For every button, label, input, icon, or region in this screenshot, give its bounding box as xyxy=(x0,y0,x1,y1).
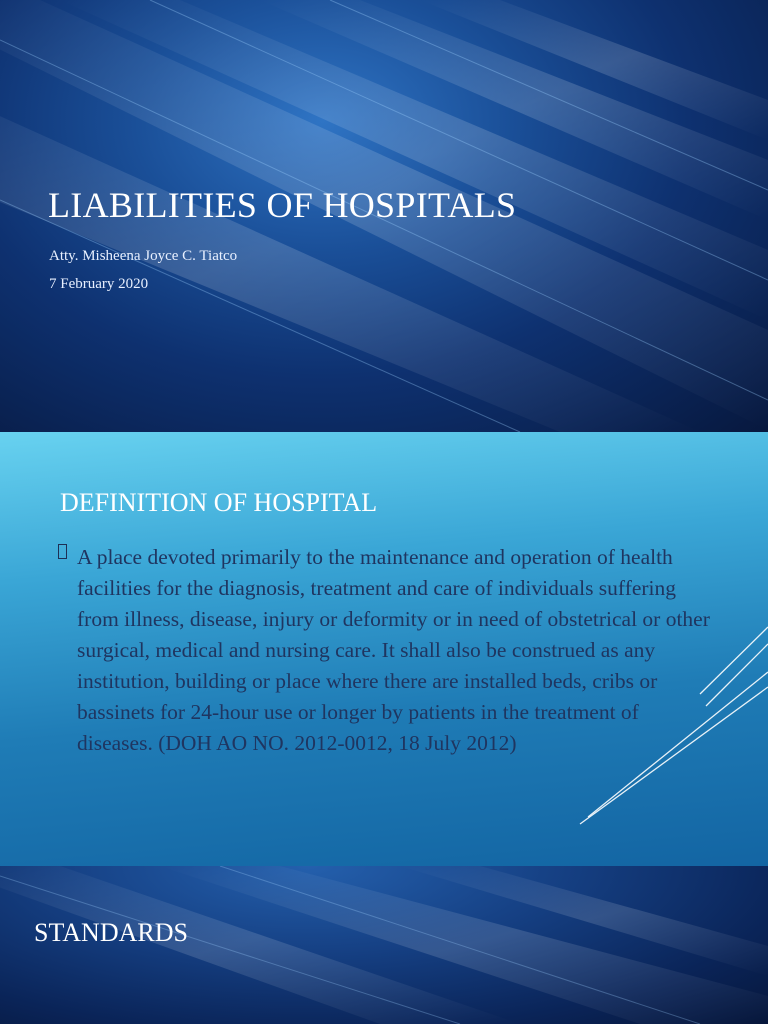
bullet-text: A place devoted primarily to the maintenance and operation of health facilities for the diagnosis, treatment and care of individuals suffering from illness, disease, injury or deformity or in need of obstetrical or other surgical, medical and nursing care. It shall also be construed as any institution, building or place where there are installed beds, cribs or bassinets for 24-hour use or longer by patients in the treatment of diseases. (DOH AO NO. 2012-0012, 18 July 2012) xyxy=(77,545,710,755)
bullet-box-icon xyxy=(58,544,67,559)
presenter-name: Atty. Misheena Joyce C. Tiatco xyxy=(49,248,238,264)
title-slide xyxy=(0,0,768,432)
definition-slide xyxy=(0,432,768,866)
bullet-item xyxy=(58,542,718,759)
standards-heading: STANDARDS xyxy=(34,918,188,947)
presentation-date: 7 February 2020 xyxy=(49,276,149,292)
presentation-title: LIABILITIES OF HOSPITALS xyxy=(48,185,517,225)
definition-heading: DEFINITION OF HOSPITAL xyxy=(60,488,378,517)
standards-slide xyxy=(0,866,768,1024)
